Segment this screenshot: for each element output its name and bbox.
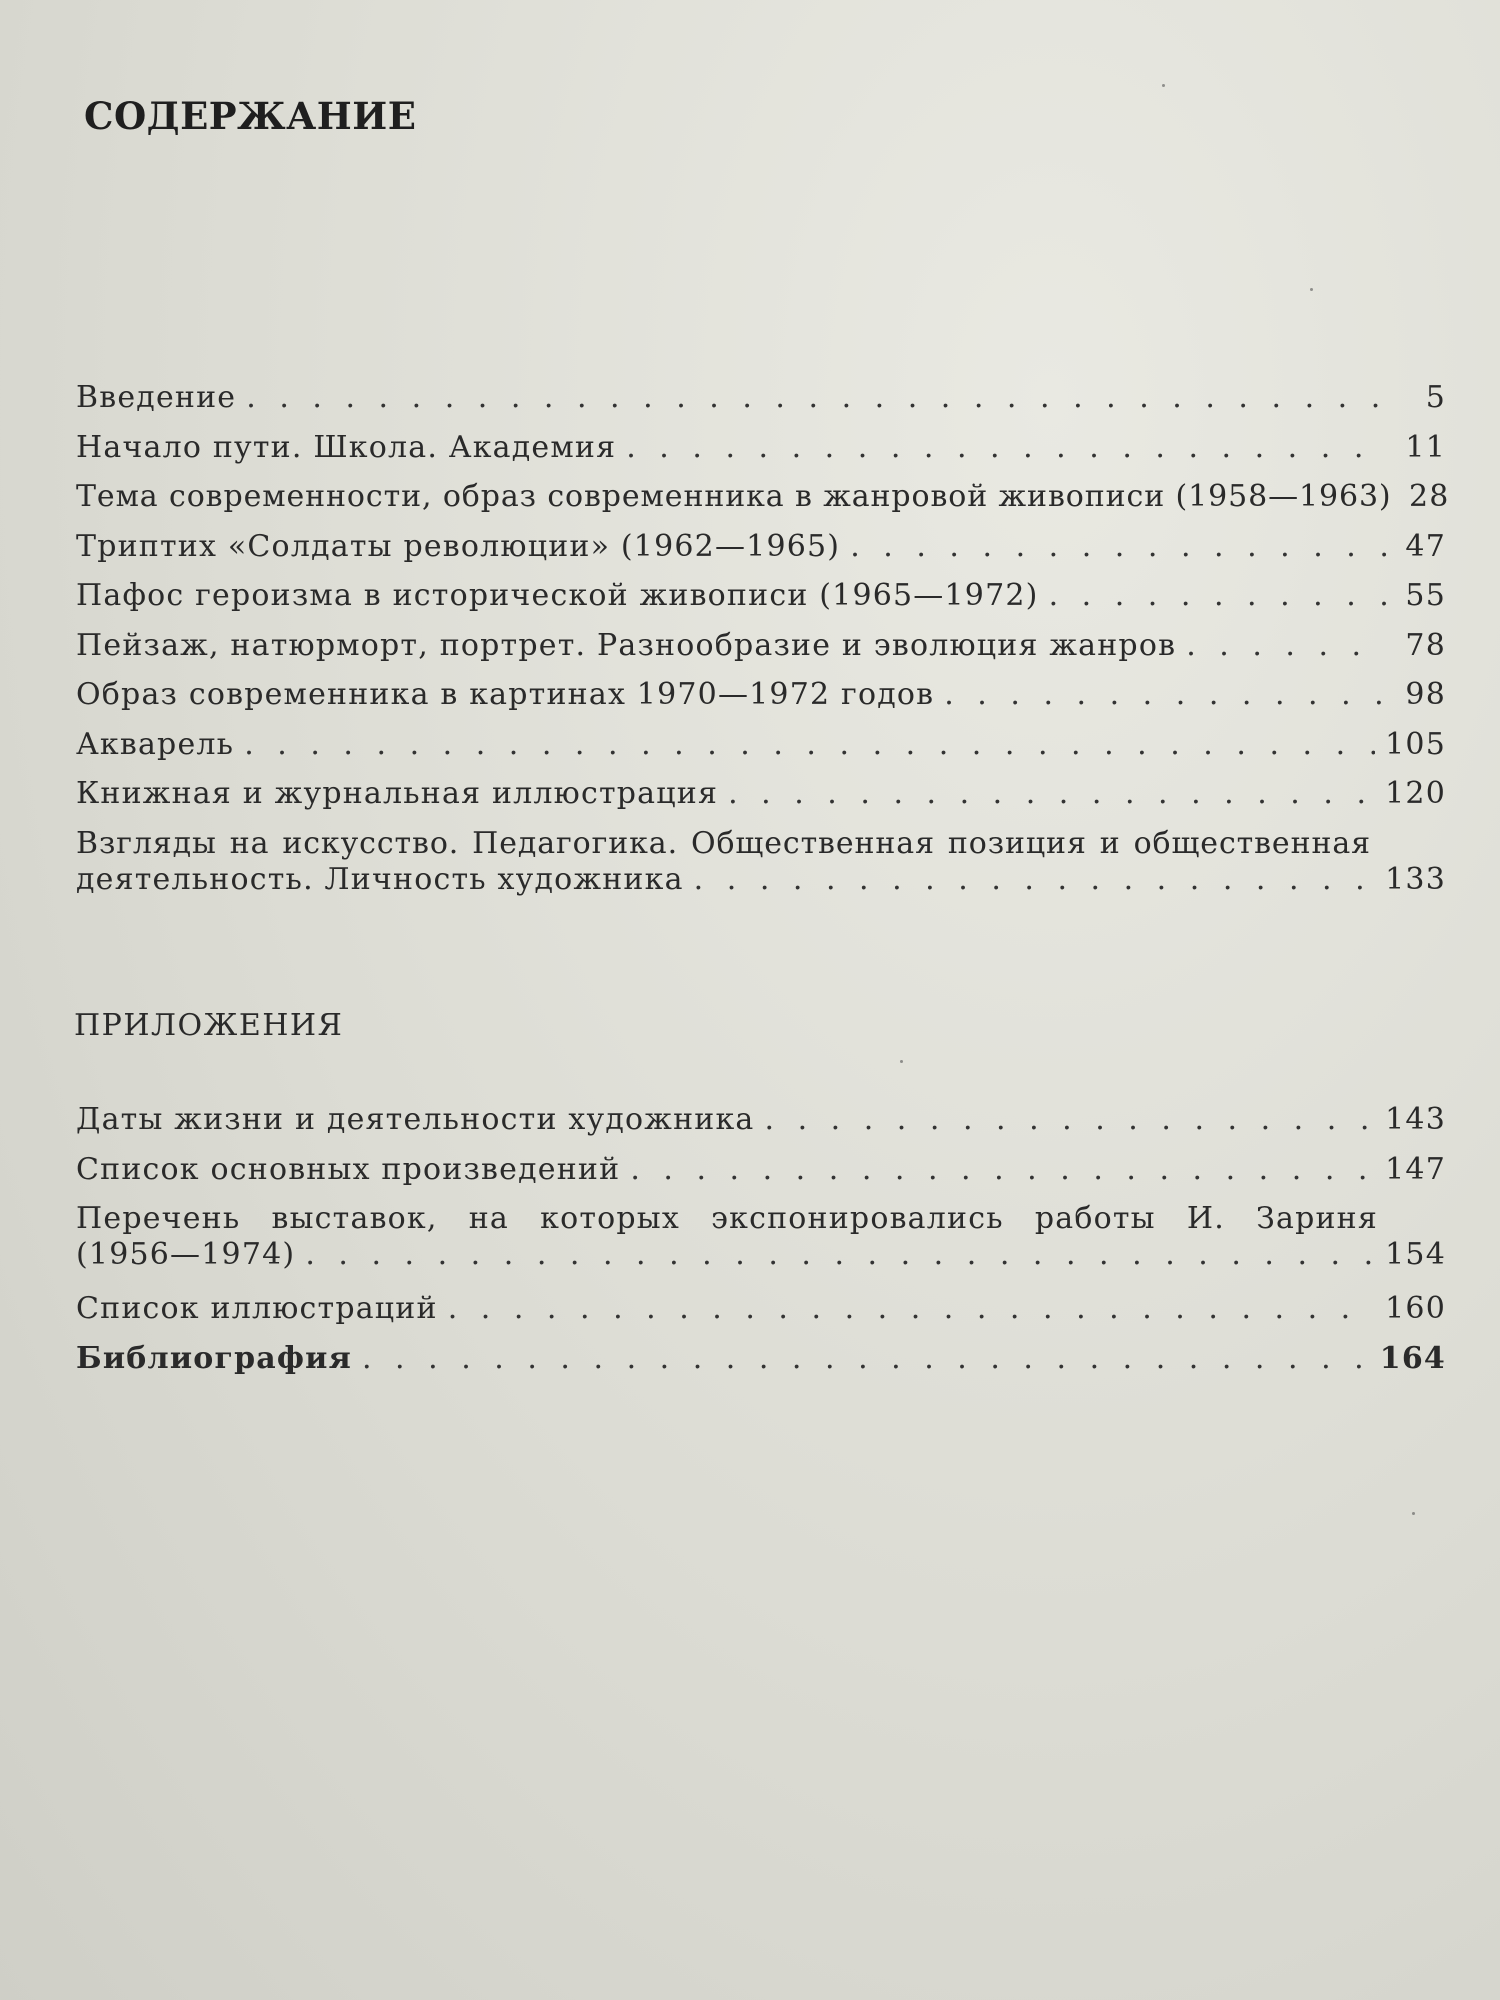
dot-leader <box>944 677 1386 713</box>
toc-entry <box>76 380 1446 430</box>
toc-entry-title: Акварель <box>76 726 235 762</box>
toc-entry-title: Введение <box>76 380 237 415</box>
dot-leader <box>694 862 1375 898</box>
toc-entry-title: Книжная и журнальная иллюстрация <box>76 776 719 811</box>
paper-speck <box>1412 1512 1415 1515</box>
toc-entry-page: 28 <box>1408 479 1450 514</box>
toc-entry-page: 78 <box>1405 627 1446 663</box>
toc-entry-title-line2: (1956—1974) <box>76 1237 296 1272</box>
toc-entry-page: 147 <box>1385 1151 1446 1187</box>
contents-heading: СОДЕРЖАНИЕ <box>84 94 417 138</box>
toc-entry-page: 120 <box>1385 776 1446 811</box>
toc-entry-title-line1: Взгляды на искусство. Педагогика. Общественная позиция и общественная <box>76 825 1371 861</box>
dot-leader <box>246 380 1386 416</box>
contents-list <box>76 380 1450 916</box>
toc-entry-page: 143 <box>1385 1102 1446 1137</box>
toc-entry <box>76 826 1446 898</box>
dot-leader <box>448 1291 1375 1327</box>
toc-entry-page: 105 <box>1385 726 1446 762</box>
dot-leader <box>765 1102 1376 1138</box>
toc-entry <box>76 1102 1446 1152</box>
toc-entry-title: Даты жизни и деятельности художника <box>76 1102 755 1137</box>
toc-entry <box>76 529 1446 579</box>
paper-speck <box>1310 288 1313 291</box>
dot-leader <box>1049 578 1386 614</box>
paper-speck <box>900 1060 903 1063</box>
dot-leader <box>630 1152 1375 1188</box>
toc-entry-page: 5 <box>1425 380 1446 415</box>
dot-leader <box>850 529 1386 565</box>
toc-entry-page: 164 <box>1379 1340 1446 1376</box>
toc-entry-title: Начало пути. Школа. Академия <box>76 429 617 465</box>
dot-leader <box>305 1237 1375 1273</box>
toc-entry-page: 133 <box>1385 861 1446 897</box>
toc-entry-page: 160 <box>1385 1291 1446 1326</box>
toc-entry <box>76 578 1446 628</box>
dot-leader <box>362 1341 1370 1377</box>
toc-entry-title: Список основных произведений <box>76 1151 621 1187</box>
toc-entry <box>76 727 1446 777</box>
appendix-heading: ПРИЛОЖЕНИЯ <box>74 1008 344 1043</box>
toc-entry-line2 <box>76 1237 1446 1273</box>
toc-entry-page: 11 <box>1405 429 1446 465</box>
toc-entry <box>76 1201 1446 1273</box>
toc-entry-title: Триптих «Солдаты революции» (1962—1965) <box>76 528 841 564</box>
toc-entry-title-line2: деятельность. Личность художника <box>76 861 684 897</box>
dot-leader <box>626 430 1386 466</box>
paper-speck <box>1162 84 1165 87</box>
toc-entry-title: Тема современности, образ современника в жанровой живописи (1958—1963) <box>76 479 1392 514</box>
toc-entry <box>76 1152 1446 1202</box>
toc-entry-title-line1: Перечень выставок, на которых экспонировались работы И. Зариня <box>76 1201 1378 1236</box>
toc-entry-title: Библиография <box>76 1340 352 1376</box>
toc-entry-page: 55 <box>1405 578 1446 613</box>
toc-entry <box>76 1291 1446 1341</box>
dot-leader <box>728 776 1375 812</box>
toc-entry <box>76 430 1446 480</box>
toc-entry-title: Пафос героизма в исторической живописи (1965—1972) <box>76 578 1039 613</box>
toc-entry <box>76 628 1446 678</box>
toc-entry-page: 98 <box>1405 677 1446 712</box>
toc-entry-title: Образ современника в картинах 1970—1972 годов <box>76 677 935 712</box>
toc-entry-title: Список иллюстраций <box>76 1291 438 1326</box>
toc-entry <box>76 677 1446 727</box>
toc-entry <box>76 1341 1446 1391</box>
toc-entry-title: Пейзаж, натюрморт, портрет. Разнообразие и эволюция жанров <box>76 627 1177 663</box>
toc-entry <box>76 776 1446 826</box>
dot-leader <box>1186 628 1386 664</box>
appendix-list <box>76 1102 1446 1390</box>
dot-leader <box>244 727 1375 763</box>
toc-entry-page: 154 <box>1385 1237 1446 1272</box>
toc-entry <box>76 479 1450 529</box>
toc-entry-page: 47 <box>1405 528 1446 564</box>
toc-entry-line2 <box>76 862 1446 898</box>
